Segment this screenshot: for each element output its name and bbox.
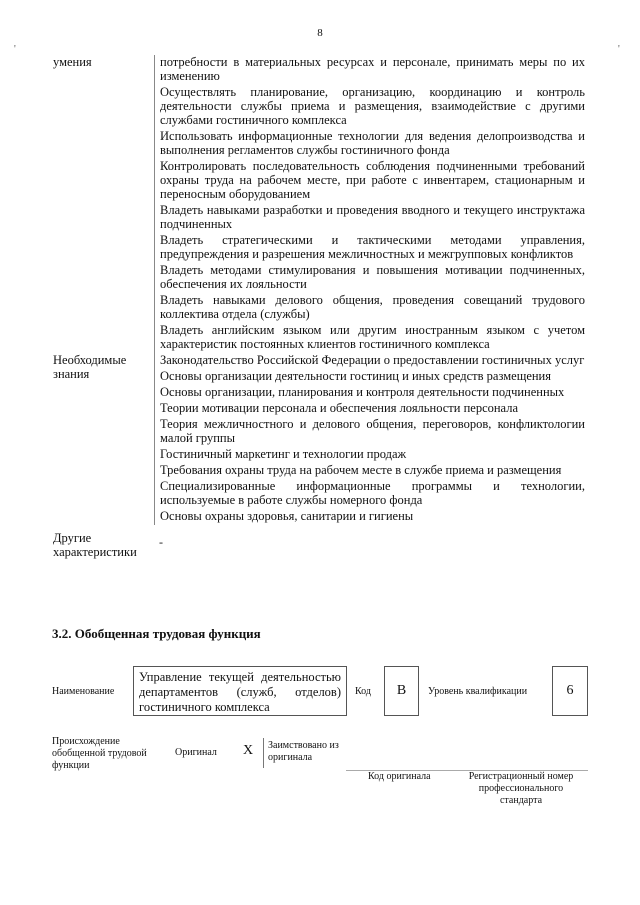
skills-list	[154, 55, 585, 353]
knowledge-item: Теории мотивации персонала и обеспечения лояльности персонала	[160, 401, 518, 415]
skills-item: Владеть методами стимулирования и повышения мотивации подчиненных, обеспечения их лояльности	[160, 263, 585, 291]
knowledge-item: Основы организации, планирования и контроля деятельности подчиненных	[160, 385, 565, 399]
knowledge-item: Гостиничный маркетинг и технологии продаж	[160, 447, 407, 461]
page-number: 8	[317, 27, 323, 39]
code-original-label: Код оригинала	[368, 771, 431, 782]
skills-item: Контролировать последовательность соблюдения подчиненными требований охраны труда на рабочем месте, при работе с инвентарем, стационарным и переносным оборудованием	[160, 159, 585, 201]
margin-mark: '	[618, 44, 620, 55]
skills-item: Владеть английским языком или другим иностранным языком с учетом характеристик постоянных клиентов гостиничного комплекса	[160, 323, 585, 351]
skills-label: умения	[53, 55, 92, 69]
other-row	[52, 525, 588, 559]
knowledge-item: Основы организации деятельности гостиниц и иных средств размещения	[160, 369, 551, 383]
origin-label: Происхождение обобщенной трудовой функции	[52, 736, 147, 771]
name-label: Наименование	[52, 686, 115, 697]
other-value-cell	[154, 525, 584, 559]
divider	[263, 738, 264, 768]
knowledge-row	[52, 353, 588, 525]
reg-number-label: Регистрационный номер профессионального стандарта	[468, 771, 574, 806]
level-box: 6	[552, 666, 588, 716]
margin-mark: '	[14, 44, 16, 55]
knowledge-item: Основы охраны здоровья, санитарии и гигиены	[160, 509, 414, 523]
skills-item: потребности в материальных ресурсах и персонале, принимать меры по их изменению	[160, 55, 585, 83]
knowledge-item: Теория межличностного и делового общения, переговоров, конфликтологии малой группы	[160, 417, 585, 445]
function-name-box: Управление текущей деятельностью департаментов (служб, отделов) гостиничного комплекса	[133, 666, 347, 716]
other-label: Другие характеристики	[53, 531, 137, 559]
skills-item: Владеть стратегическими и тактическими методами управления, предупреждения и разрешения межличностных и межгрупповых конфликтов	[160, 233, 585, 261]
knowledge-item: Требования охраны труда на рабочем месте в службе приема и размещения	[160, 463, 562, 477]
knowledge-item: Законодательство Российской Федерации о предоставлении гостиничных услуг	[160, 353, 585, 367]
knowledge-list	[154, 353, 585, 525]
knowledge-item: Специализированные информационные программы и технологии, используемые в работе службы номерного фонда	[160, 479, 585, 507]
skills-item: Владеть навыками делового общения, проведения совещаний трудового коллектива отдела (службы)	[160, 293, 585, 321]
requirements-table	[52, 55, 588, 559]
skills-item: Владеть навыками разработки и проведения вводного и текущего инструктажа подчиненных	[160, 203, 585, 231]
other-value: -	[159, 535, 163, 549]
skills-item: Осуществлять планирование, организацию, координацию и контроль деятельности службы приема и размещения, взаимодействие с другими службами гостиничного комплекса	[160, 85, 585, 127]
code-label: Код	[355, 686, 371, 697]
section-title: 3.2. Обобщенная трудовая функция	[52, 626, 261, 641]
borrowed-label: Заимствовано из оригинала	[268, 740, 339, 763]
code-box: B	[384, 666, 419, 716]
skills-item: Использовать информационные технологии для ведения делопроизводства и выполнения регламентов службы гостиничного фонда	[160, 129, 585, 157]
level-label: Уровень квалификации	[428, 686, 528, 697]
original-mark: X	[243, 743, 254, 758]
knowledge-label: Необходимые знания	[53, 353, 127, 381]
original-label: Оригинал	[175, 747, 217, 758]
skills-row	[52, 55, 588, 353]
